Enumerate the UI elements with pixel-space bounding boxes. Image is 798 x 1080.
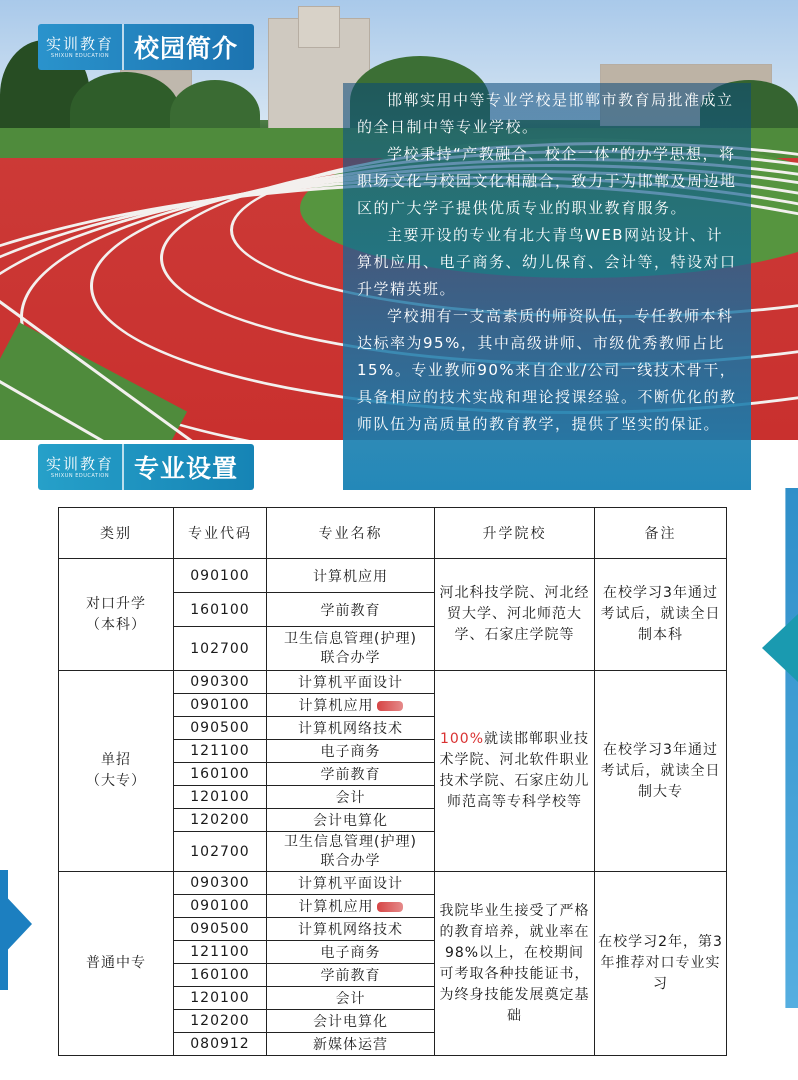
major-name: 会计	[267, 987, 435, 1010]
major-name: 学前教育	[267, 763, 435, 786]
major-code: 090500	[174, 717, 267, 740]
major-name: 卫生信息管理(护理)	[284, 833, 417, 850]
majors-table	[58, 507, 727, 1056]
major-name: 会计电算化	[267, 1010, 435, 1033]
major-code: 120200	[174, 1010, 267, 1033]
decorative-stripe	[756, 488, 798, 1008]
major-code: 121100	[174, 740, 267, 763]
major-code: 102700	[174, 832, 267, 872]
section-banner-intro	[38, 24, 254, 70]
major-name-note: 联合办学	[320, 649, 381, 666]
intro-paragraph: 学校秉持“产教融合、校企一体”的办学思想，将职场文化与校园文化相融合，致力于为邯郸及周边地区的广大学子提供优质专业的职业教育服务。	[357, 145, 737, 217]
major-code: 090100	[174, 694, 267, 717]
major-name: 计算机应用	[267, 559, 435, 593]
major-name: 计算机应用	[298, 698, 374, 714]
intro-paragraph: 邯郸实用中等专业学校是邯郸市教育局批准成立的全日制中等专业学校。	[357, 91, 734, 136]
brand-calligraphy: 实训教育	[45, 34, 114, 53]
major-code: 090100	[174, 895, 267, 918]
major-name: 电子商务	[267, 740, 435, 763]
major-code: 090300	[174, 872, 267, 895]
major-code: 160100	[174, 964, 267, 987]
watermark-stamp	[377, 701, 403, 711]
note-cell: 在校学习2年，第3年推荐对口专业实习	[595, 872, 727, 1056]
section-title-intro: 校园简介	[134, 34, 239, 63]
major-code: 090300	[174, 671, 267, 694]
major-name: 计算机应用	[298, 899, 374, 915]
header-code: 专业代码	[174, 508, 267, 559]
major-code: 120100	[174, 987, 267, 1010]
header-category: 类别	[59, 508, 174, 559]
arrow-right-icon	[0, 890, 32, 958]
category-label: 普通中专	[86, 955, 146, 971]
major-name-cell	[267, 832, 435, 872]
header-name: 专业名称	[267, 508, 435, 559]
note-cell: 在校学习3年通过考试后，就读全日制本科	[595, 559, 727, 671]
table-row	[59, 671, 727, 694]
header-school: 升学院校	[435, 508, 595, 559]
category-cell	[59, 671, 174, 872]
brand-logo	[38, 24, 124, 70]
major-name: 会计电算化	[267, 809, 435, 832]
school-text: 河北科技学院、河北经贸大学、河北师范大学、石家庄学院等	[439, 585, 590, 643]
major-code: 120200	[174, 809, 267, 832]
table-header-row	[59, 508, 727, 559]
school-cell	[435, 559, 595, 671]
major-code: 120100	[174, 786, 267, 809]
major-name: 电子商务	[267, 941, 435, 964]
intro-paragraph: 主要开设的专业有北大青鸟WEB网站设计、计算机应用、电子商务、幼儿保育、会计等，特设对口升学精英班。	[357, 226, 737, 298]
major-name: 计算机网络技术	[267, 717, 435, 740]
section-title-majors: 专业设置	[134, 454, 239, 483]
major-code: 090500	[174, 918, 267, 941]
major-code: 102700	[174, 627, 267, 671]
header-note: 备注	[595, 508, 727, 559]
major-name-cell	[267, 627, 435, 671]
section-banner-majors	[38, 444, 254, 490]
intro-paragraph: 学校拥有一支高素质的师资队伍，专任教师本科达标率为95%，其中高级讲师、市级优秀教师占比15%。专业教师90%来自企业/公司一线技术骨干，具备相应的技术实战和理论授课经验。不断优化的教师队伍为高质量的教育教学，提供了坚实的保证。	[357, 307, 737, 433]
school-cell	[435, 872, 595, 1056]
major-name: 卫生信息管理(护理)	[284, 630, 417, 647]
category-label: 对口升学	[86, 595, 146, 612]
major-code: 160100	[174, 763, 267, 786]
table-row	[59, 559, 727, 593]
major-name: 计算机平面设计	[267, 872, 435, 895]
major-name: 计算机网络技术	[267, 918, 435, 941]
school-cell	[435, 671, 595, 872]
category-sub: （大专）	[86, 773, 146, 789]
table-row	[59, 872, 727, 895]
major-name-cell	[267, 895, 435, 918]
watermark-stamp	[377, 902, 403, 912]
major-name: 新媒体运营	[267, 1033, 435, 1056]
major-code: 160100	[174, 593, 267, 627]
brand-calligraphy: 实训教育	[45, 454, 114, 473]
brand-english: SHIXUN EDUCATION	[50, 472, 110, 479]
category-label: 单招	[101, 752, 131, 768]
category-sub: （本科）	[86, 616, 146, 633]
major-code: 080912	[174, 1033, 267, 1056]
arrow-left-icon	[762, 614, 798, 682]
major-name: 学前教育	[267, 964, 435, 987]
major-name: 会计	[267, 786, 435, 809]
major-name-cell	[267, 694, 435, 717]
brand-english: SHIXUN EDUCATION	[50, 52, 110, 59]
school-percent: 100%	[439, 731, 485, 747]
major-code: 090100	[174, 559, 267, 593]
intro-panel	[343, 83, 751, 490]
major-name-note: 联合办学	[320, 852, 381, 869]
building	[298, 6, 340, 48]
school-text: 我院毕业生接受了严格的教育培养，就业率在98%以上，在校期间可考取各种技能证书，为终身技能发展奠定基础	[439, 902, 590, 1024]
category-cell	[59, 559, 174, 671]
brand-logo	[38, 444, 124, 490]
major-name: 计算机平面设计	[267, 671, 435, 694]
note-cell: 在校学习3年通过考试后，就读全日制大专	[595, 671, 727, 872]
school-text: 就读邯郸职业技术学院、河北软件职业技术学院、石家庄幼儿师范高等专科学校等	[439, 731, 590, 810]
major-code: 121100	[174, 941, 267, 964]
major-name: 学前教育	[267, 593, 435, 627]
category-cell	[59, 872, 174, 1056]
